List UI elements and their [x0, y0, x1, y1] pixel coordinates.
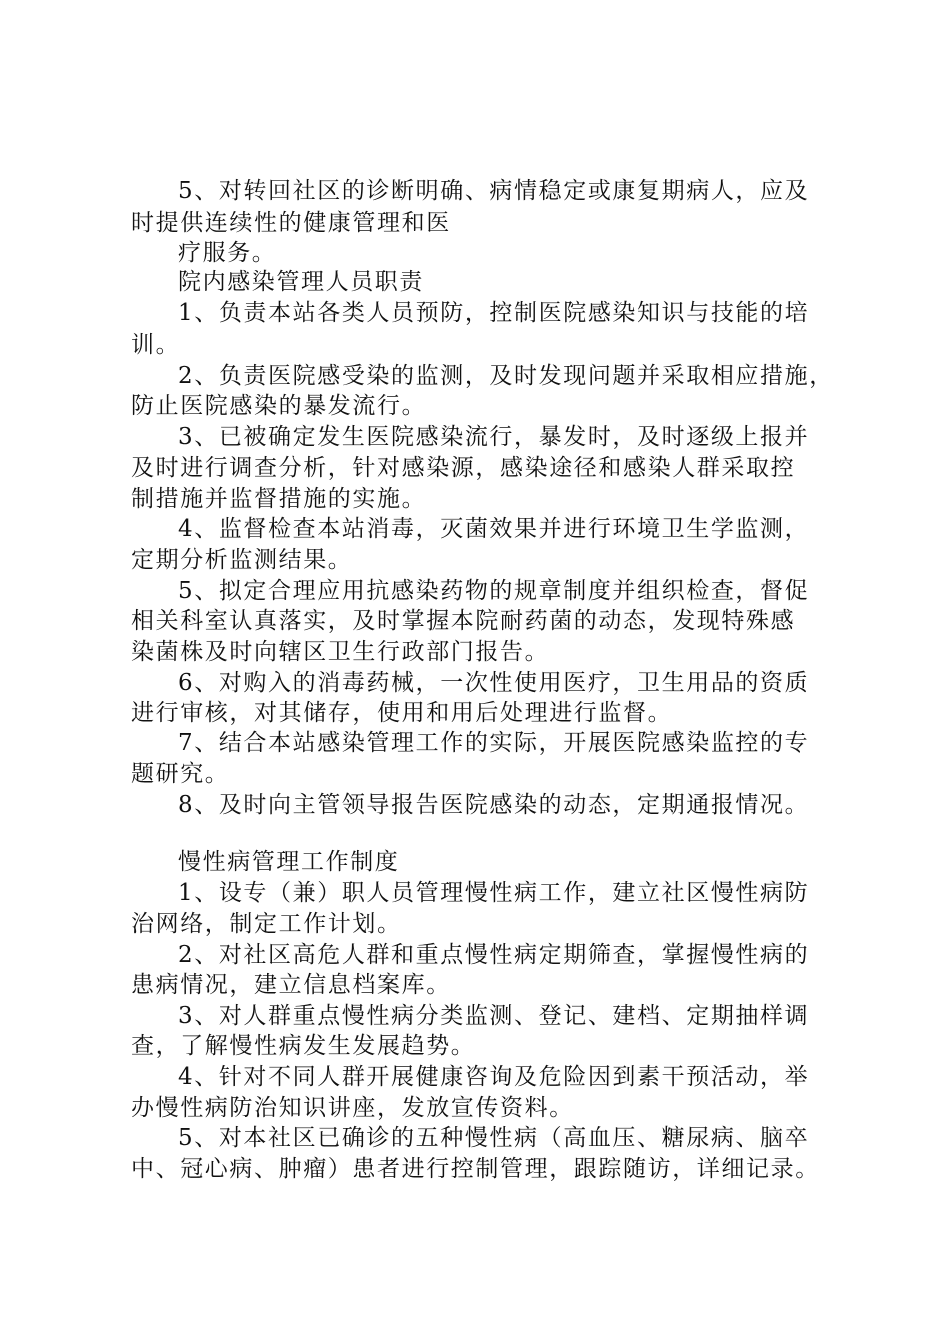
text-line: 及时进行调查分析，针对感染源，感染途径和感染人群采取控: [131, 455, 796, 481]
text-line: 进行审核，对其储存，使用和用后处理进行监督。: [131, 700, 673, 726]
text-line: 疗服务。: [178, 240, 277, 266]
text-line: 4、针对不同人群开展健康咨询及危险因到素干预活动，举: [178, 1064, 810, 1090]
text-line: 1、设专（兼）职人员管理慢性病工作，建立社区慢性病防: [178, 880, 810, 906]
text-line: 7、结合本站感染管理工作的实际，开展医院感染监控的专: [178, 730, 810, 756]
text-line: 3、对人群重点慢性病分类监测、登记、建档、定期抽样调: [178, 1003, 810, 1029]
text-line: 2、对社区高危人群和重点慢性病定期筛查，掌握慢性病的: [178, 942, 810, 968]
text-line: 中、冠心病、肿瘤）患者进行控制管理，跟踪随访，详细记录。: [131, 1156, 820, 1182]
text-line: 5、拟定合理应用抗感染药物的规章制度并组织检查，督促: [178, 578, 810, 604]
text-line: 防止医院感染的暴发流行。: [131, 393, 427, 419]
text-line: 1、负责本站各类人员预防，控制医院感染知识与技能的培: [178, 300, 810, 326]
text-line: 时提供连续性的健康管理和医: [131, 210, 451, 236]
text-line: 相关科室认真落实，及时掌握本院耐药菌的动态，发现特殊感: [131, 608, 796, 634]
text-line: 治网络，制定工作计划。: [131, 911, 402, 937]
text-line: 训。: [131, 332, 181, 358]
text-line: 定期分析监测结果。: [131, 547, 353, 573]
text-line: 办慢性病防治知识讲座，发放宣传资料。: [131, 1095, 574, 1121]
text-line: 4、监督检查本站消毒，灭菌效果并进行环境卫生学监测，: [178, 516, 810, 542]
text-line: 5、对本社区已确诊的五种慢性病（高血压、糖尿病、脑卒: [178, 1125, 810, 1151]
text-line: 染菌株及时向辖区卫生行政部门报告。: [131, 639, 550, 665]
text-line: 2、负责医院感受染的监测，及时发现问题并采取相应措施，: [178, 363, 834, 389]
section-heading: 慢性病管理工作制度: [178, 849, 400, 875]
text-line: 8、及时向主管领导报告医院感染的动态，定期通报情况。: [178, 792, 810, 818]
text-line: 题研究。: [131, 761, 230, 787]
section-heading: 院内感染管理人员职责: [178, 269, 424, 295]
text-line: 6、对购入的消毒药械，一次性使用医疗，卫生用品的资质: [178, 670, 810, 696]
text-line: 查，了解慢性病发生发展趋势。: [131, 1033, 476, 1059]
text-line: 患病情况，建立信息档案库。: [131, 972, 451, 998]
text-line: 3、已被确定发生医院感染流行，暴发时，及时逐级上报并: [178, 424, 810, 450]
text-line: 5、对转回社区的诊断明确、病情稳定或康复期病人，应及: [178, 178, 810, 204]
text-line: 制措施并监督措施的实施。: [131, 486, 427, 512]
